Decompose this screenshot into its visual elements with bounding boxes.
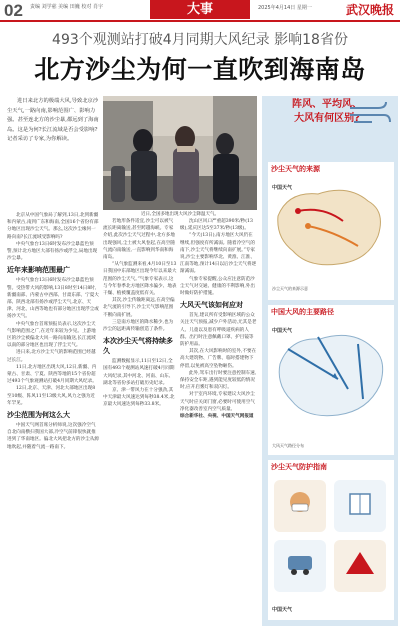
paragraph: 中国天气网首席分析师说,这次强冷空气自北向南横扫我国大部,冷空气前锋很快就推进到了华南地区。偏北大风把北方的沙尘从源地吹起,并随着气流一路南下。 [7, 423, 99, 450]
wind-icon [348, 100, 392, 128]
article-column-3 [180, 218, 257, 626]
section-label: 大事 [150, 0, 250, 19]
source-logo: 中国天气 [272, 328, 293, 334]
staff-credits: 责编 刘学慈 美编 田巍 校对 肖宇 [30, 4, 103, 10]
panel-note: 大风天气路径分布 [272, 443, 304, 448]
source-logo: 中国天气 [272, 607, 293, 613]
subheadline: 493个观测站打破4月同期大风纪录 影响18省份 [52, 32, 348, 48]
sand-source-panel [268, 162, 394, 300]
panel-title: 中国大风的主要路径 [271, 308, 334, 316]
photo-caption: 近日,全国多地出现大风沙尘降温天气。 [141, 212, 219, 217]
source-logo: 中国天气 [272, 185, 293, 191]
paragraph: 进日来,北方沙尘天气的影响范围已经越过长江。 [7, 350, 96, 363]
paragraph: 三是南方地区的降水稀少,也为沙尘的远距离传输创造了条件。 [103, 319, 174, 333]
article-column-1 [7, 212, 99, 626]
header-divider [0, 20, 400, 22]
section-heading: 近年来影响范围最广 [7, 266, 70, 275]
paragraph: 11日,北方地区出现大风,12日,新疆、内蒙古、甘肃、宁夏、陕西等地的15个省份超过493个气象观测站打破4月同期大风纪录。 [7, 364, 97, 385]
street-scene-illustration [103, 96, 257, 210]
byline: 综合新华社、央视、中国天气网报道 [180, 414, 254, 420]
paragraph: 对于室内环境,专家建议大风沙尘天气时应关闭门窗,必要时可使用空气净化器改善室内空气质量。 [180, 392, 255, 412]
wind-path-map-icon [268, 319, 394, 431]
panel-note: 沙尘天气的来源示意 [272, 286, 308, 291]
paragraph: 监测数据显示,11日至12日,全国有493个观测站风速打破4月同期大风纪录,其中河北、河南、山东、湖北等省份多站打破历史纪录。 [103, 359, 175, 386]
paragraph: 沈山区风口严重超390米/秒(13级),延庆区达5至37米/秒(13级)。 [180, 219, 253, 232]
wind-path-panel [268, 305, 394, 455]
paragraph: “从气象监测来看,4月10日至13日我国中东部地区出现今年以来最大范围的沙尘天气。”气象专家表示,这与今年春季北方地区降水偏少、地表干燥、植被覆盖度低有关。 [103, 262, 177, 297]
issue-date: 2025年4月14日 星期一 [258, 5, 312, 11]
paragraph: 若地形条件适宜,沙尘可以被气流长距离输送,甚至跨越海峡。专家介绍,此次沙尘天气过程中,北方多地出现强风,尘土被大风卷起,在高空随气流向南输送,一直影响到华南和海南岛。 [103, 219, 175, 261]
news-photo [103, 96, 257, 210]
paper-name: 武汉晚报 [346, 3, 395, 17]
paragraph: 12日,北京、天津、河北大部地区出现8至10级、阵风11至13级大风,风力之强为近年罕见。 [7, 386, 96, 406]
paragraph: “今天(13日),南方地区大风仍在继续,但强度有所减弱。随着冷空气的南下,沙尘天气将继续向南扩展。”专家说,沙尘主要影响华北、黄淮、江淮、江南等地,预计14日以后沙尘天气将逐渐减弱。 [180, 233, 257, 275]
china-map-icon [268, 176, 394, 276]
paragraph: 中央气象台13日6时发布沙尘暴蓝色预警。受热带大风的影响,13日8时至14日8时,新疆南部、内蒙古中西部、甘肃东部、宁夏大部、陕西北部有扬沙或浮尘天气,北京、天津、河北、山西等地也有部分地区出现浮尘或扬沙天气。 [7, 278, 99, 320]
paragraph: 气象专家提醒,公众应注意防范沙尘天气对交通、健康的不利影响,外出时做好防护措施。 [180, 276, 255, 297]
paragraph: 其次,在大风影响时的室外,不要在高大建筑物、广告牌、临时搭建物下停留,以免被高空坠物砸伤。 [180, 349, 257, 369]
paragraph: 中央气象台13日6时发布沙尘暴蓝色预警,预计北方地区大部有扬沙或浮尘,局地出现沙尘暴。 [7, 241, 98, 262]
qa-box [262, 96, 392, 158]
panel-title: 沙尘天气防护指南 [271, 463, 327, 471]
paragraph: 其次,沙尘传输距离远,在高空偏北气流的引导下,沙尘天气影响范围不断向南扩展。 [103, 298, 175, 318]
protection-icons [268, 474, 394, 604]
protection-guide-panel [268, 460, 394, 620]
headline: 北方沙尘为何一直吹到海南岛 [34, 55, 366, 84]
paragraph: 此外,驾车出行时要注意控制车速,保持安全车距,遇到能见度较低的情况时,应开启雾灯和双闪灯。 [180, 370, 257, 391]
section-heading: 本次沙尘天气将持续多久 [103, 337, 173, 356]
section-heading: 沙尘范围为何这么大 [7, 411, 70, 420]
paragraph: 中央气象台首席预报员表示,这次沙尘天气影响范围之广,在近年来较为少见。上游地区的沙尘被偏北大风一路向南输送,长江流域以南的部分地区也出现了浮尘天气。 [7, 321, 96, 349]
section-heading: 大风天气该如何应对 [180, 301, 243, 310]
panel-title: 沙尘天气的来源 [271, 165, 320, 173]
qa-line-2: 大风有何区别? [294, 113, 360, 124]
page-number: 02 [4, 1, 23, 20]
paragraph: 首先,建议所有受影响区域的公众关注天气预报,减少户外活动,尤其是老人、儿童以及患有呼吸道疾病的人群。出行时注意佩戴口罩、护目镜等防护用品。 [180, 313, 257, 348]
qa-line-1: 阵风、平均风、 [292, 99, 362, 110]
paragraph: 京、津一带风力在十分强劲,其中天津最大风速达到每秒38.4米,北京最大风速达到每秒33.8米。 [103, 388, 175, 408]
paragraph: 北京从中国气象局了解到,13日,北到新疆和内蒙古,南到广东和海南,全国16个省份有部分地区出现沙尘天气。那么,这次沙尘缘何一路向南?长江流域受影响吗? [7, 213, 99, 240]
article-intro: 进日来北方的极端大风,导致北京沙尘天气,一路向南,影响范围广、影响力强。甚至连北方的沙尘暴,都远到了海南岛。这是为何?长江流域是否会受影响?记者采访了专家,为你解读。 [7, 98, 99, 143]
article-column-2 [103, 218, 177, 626]
